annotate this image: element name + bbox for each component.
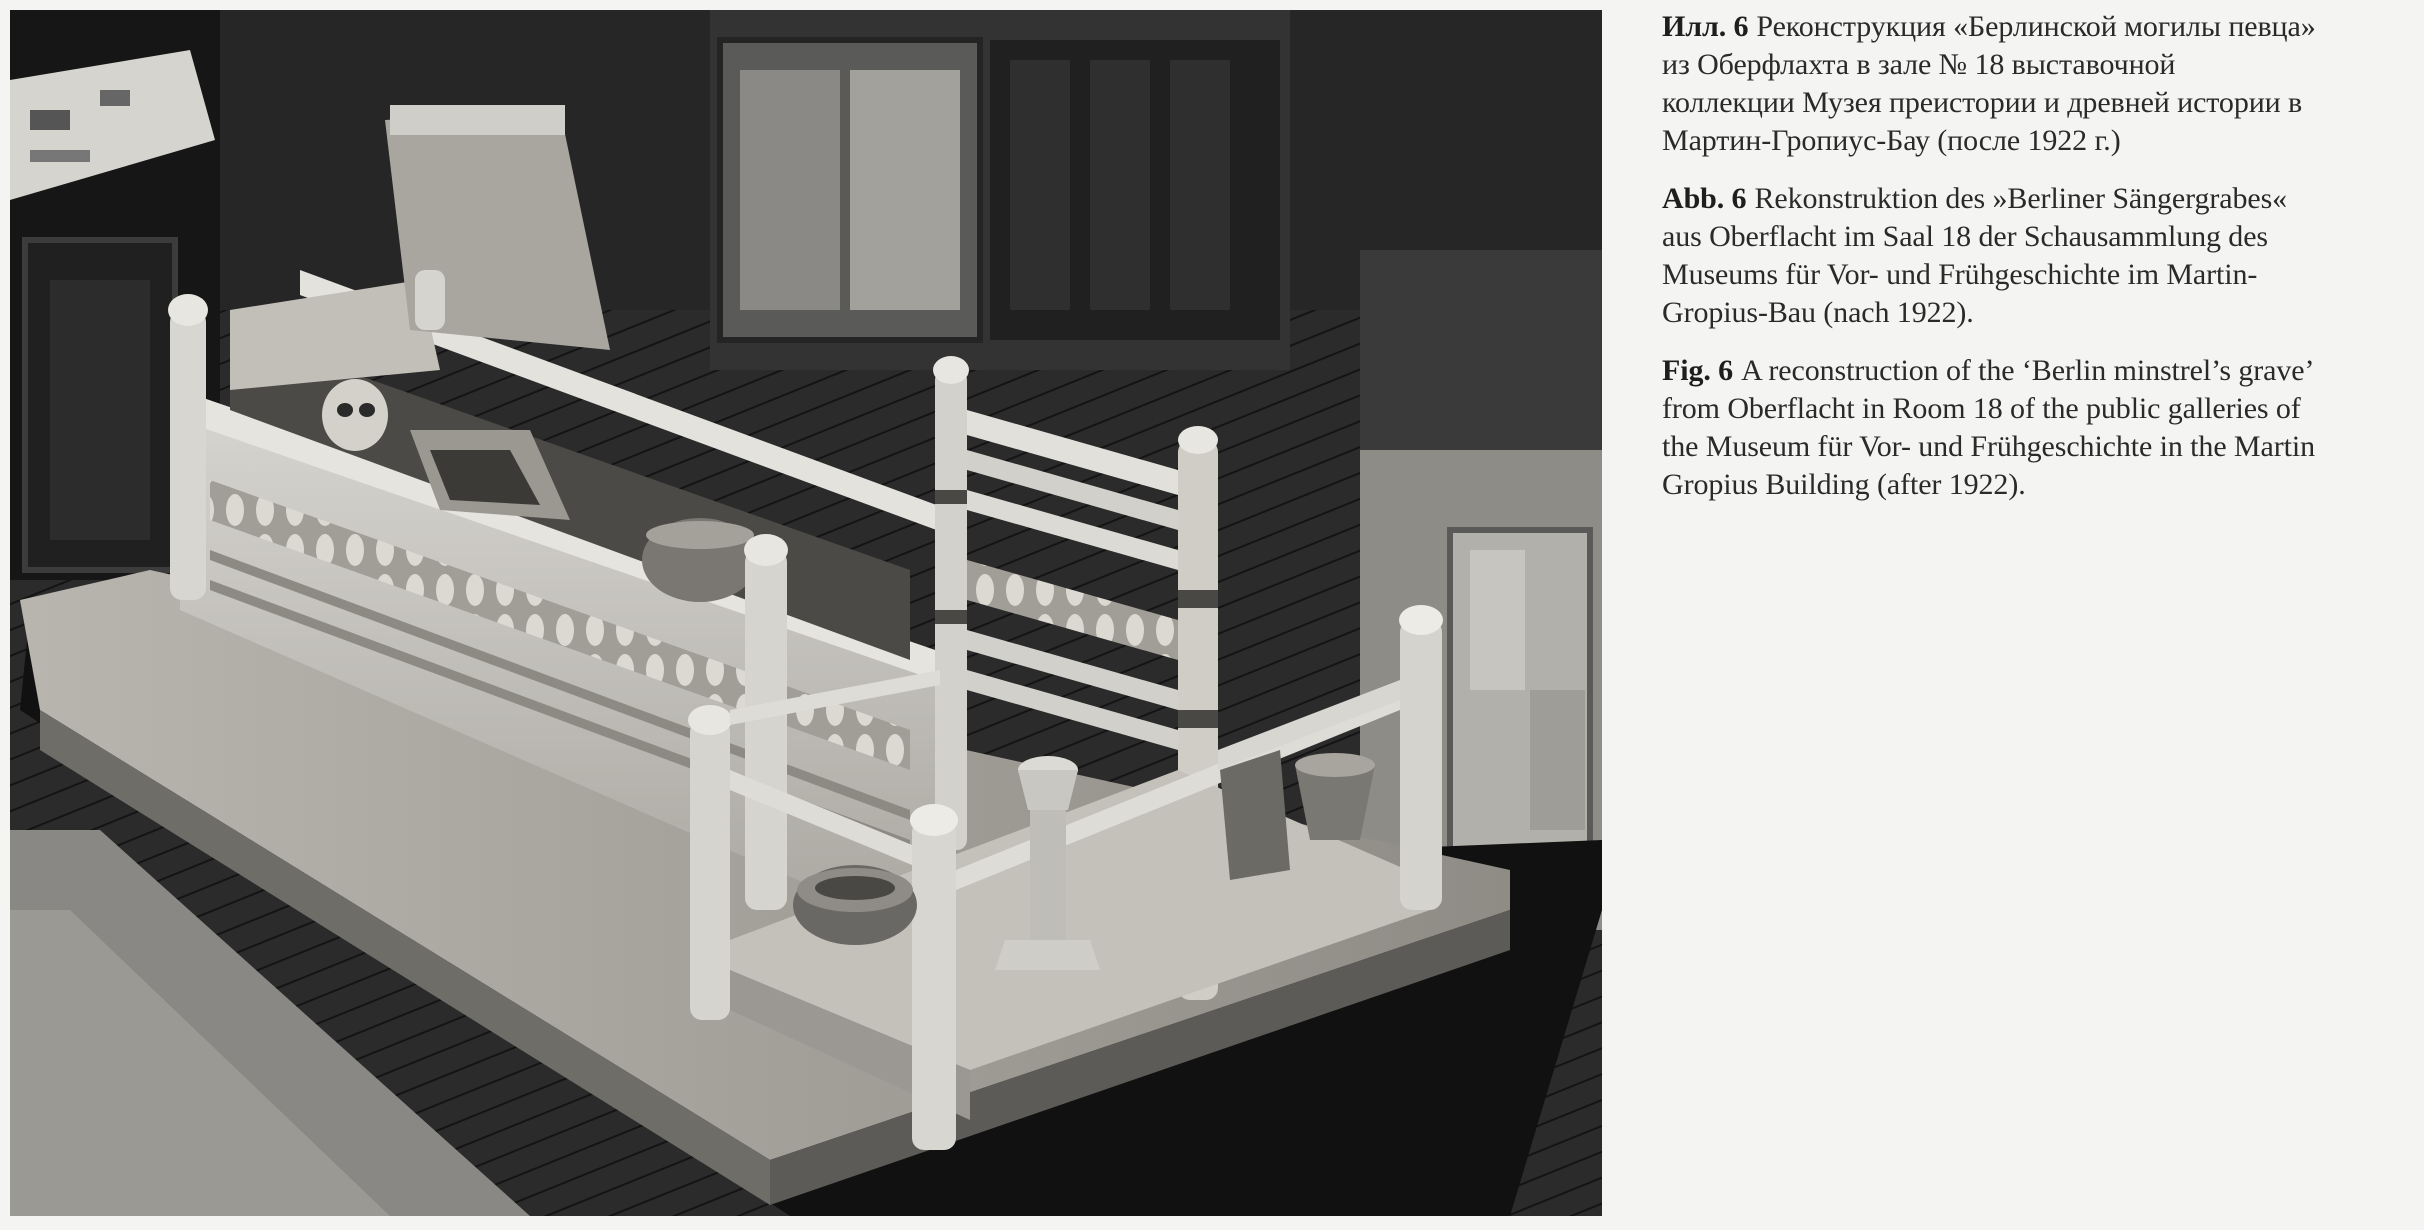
caption-line: из Оберфлахта в зале № 18 выставочной [1662, 48, 2176, 81]
caption-line: aus Oberflacht im Saal 18 der Schausammlung des [1662, 220, 2268, 253]
caption-line: коллекции Музея преистории и древней истории в [1662, 86, 2303, 119]
museum-photograph [10, 10, 1602, 1216]
caption-text: Реконструкция «Берлинской могилы певца» [1756, 10, 2316, 43]
caption-line: from Oberflacht in Room 18 of the public galleries of [1662, 392, 2301, 425]
caption-line: the Museum für Vor- und Frühgeschichte in the Martin [1662, 430, 2315, 463]
caption-line: Gropius Building (after 1922). [1662, 468, 2026, 501]
caption-label: Илл. 6 [1662, 10, 1749, 43]
caption-line: Мартин-Гропиус-Бау (после 1922 г.) [1662, 124, 2121, 157]
caption-label: Abb. 6 [1662, 182, 1747, 215]
caption-line: Museums für Vor- und Frühgeschichte im Martin- [1662, 258, 2258, 291]
caption-column [1662, 8, 2422, 524]
caption-english [1662, 352, 2422, 504]
caption-line [1662, 352, 2422, 390]
caption-text: A reconstruction of the ‘Berlin minstrel’s grave’ [1741, 354, 2315, 387]
caption-line: Gropius-Bau (nach 1922). [1662, 296, 1974, 329]
caption-german [1662, 180, 2422, 332]
caption-line [1662, 8, 2422, 46]
caption-russian [1662, 8, 2422, 160]
caption-line [1662, 180, 2422, 218]
caption-label: Fig. 6 [1662, 354, 1734, 387]
grave-reconstruction-image [10, 10, 1602, 1216]
caption-text: Rekonstruktion des »Berliner Sängergrabes« [1754, 182, 2288, 215]
